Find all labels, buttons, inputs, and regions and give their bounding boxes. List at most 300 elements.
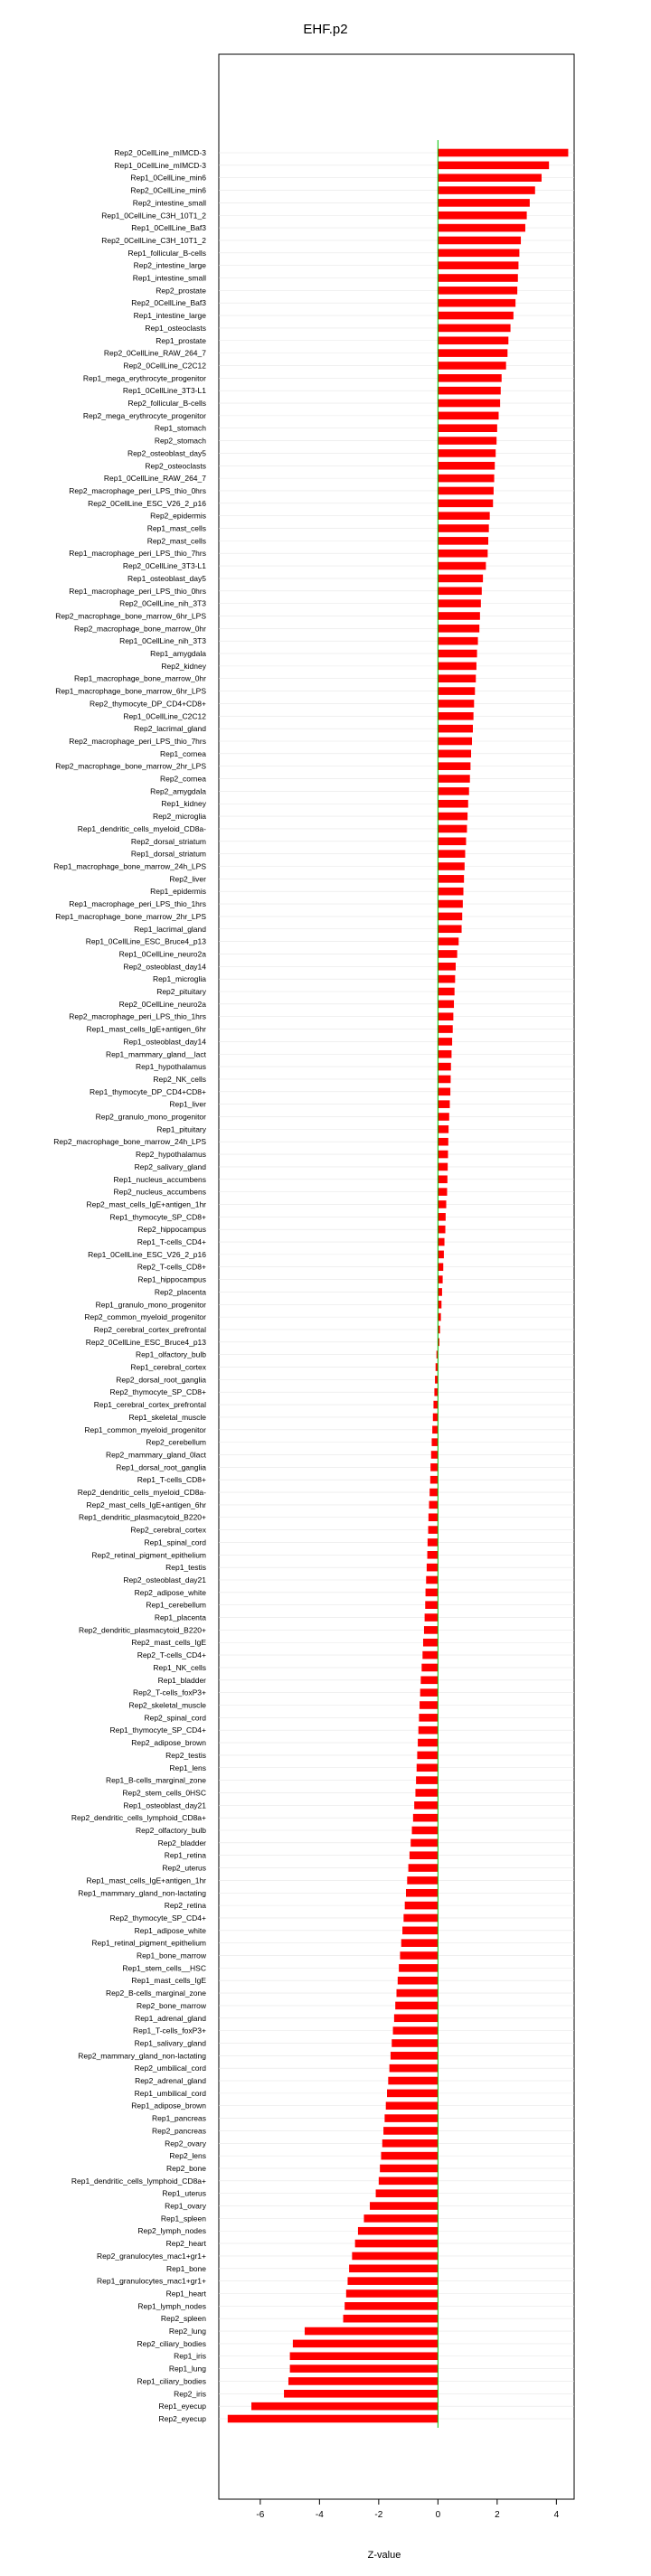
bar (438, 1251, 444, 1259)
bar (290, 2364, 439, 2373)
bar (397, 1989, 439, 1998)
category-label: Rep1_bladder (157, 1675, 206, 1685)
category-label: Rep2_umbilical_cord (134, 2064, 206, 2073)
bar (395, 2002, 438, 2010)
category-label: Rep2_osteoclasts (145, 461, 206, 471)
category-label: Rep2_0CellLine_C3H_10T1_2 (101, 235, 206, 245)
category-label: Rep2_0CellLine_mIMCD-3 (114, 148, 206, 157)
category-label: Rep1_stomach (154, 423, 206, 433)
category-label: Rep2_macrophage_bone_marrow_0hr (73, 624, 206, 634)
category-label: Rep1_epidermis (150, 887, 206, 897)
bar (344, 2302, 438, 2310)
category-label: Rep1_follicular_B-cells (127, 248, 206, 258)
bar (438, 750, 471, 758)
category-label: Rep1_0CellLine_nih_3T3 (119, 636, 206, 646)
x-tick-label: 0 (435, 2510, 441, 2520)
bar (438, 524, 488, 532)
bar (438, 800, 467, 808)
bar (393, 2026, 439, 2035)
category-label: Rep1_heart (165, 2289, 206, 2299)
bar (438, 1213, 446, 1221)
category-label: Rep2_osteoblast_day5 (127, 448, 206, 458)
category-label: Rep1_bone (166, 2263, 206, 2273)
bar (438, 862, 464, 870)
bar (438, 1125, 448, 1133)
category-label: Rep2_0CellLine_ESC_V26_2_p16 (88, 498, 206, 508)
bar (417, 1752, 438, 1760)
bar (305, 2327, 438, 2336)
category-label: Rep1_mammary_gland_non-lactating (78, 1888, 206, 1898)
category-label: Rep2_amygdala (150, 786, 206, 796)
category-label: Rep1_macrophage_bone_marrow_24h_LPS (53, 861, 206, 871)
category-label: Rep2_lymph_nodes (137, 2226, 206, 2236)
category-label: Rep2_skeletal_muscle (128, 1700, 206, 1710)
bar (438, 975, 455, 983)
bar (438, 663, 476, 671)
category-label: Rep2_olfactory_bulb (136, 1826, 206, 1836)
bar (438, 1100, 449, 1108)
bar (438, 900, 463, 908)
bar (438, 700, 474, 708)
category-label: Rep1_spinal_cord (144, 1537, 206, 1547)
bar (433, 1401, 438, 1409)
bar (358, 2227, 438, 2235)
category-label: Rep2_kidney (161, 661, 206, 671)
bar (428, 1551, 439, 1559)
category-label: Rep1_nucleus_accumbens (113, 1174, 206, 1184)
category-label: Rep2_dorsal_striatum (130, 836, 206, 846)
category-label: Rep1_osteoblast_day21 (123, 1800, 206, 1810)
x-tick-label: -4 (315, 2510, 324, 2520)
bar (438, 575, 483, 583)
category-label: Rep1_0CellLine_ESC_Bruce4_p13 (85, 936, 206, 946)
category-label: Rep1_mast_cells_IgE+antigen_6hr (86, 1024, 206, 1034)
category-label: Rep1_cerebral_cortex (130, 1362, 206, 1372)
category-label: Rep2_mast_cells_IgE (131, 1638, 206, 1648)
bar (428, 1538, 438, 1547)
bar (438, 487, 494, 495)
category-label: Rep2_0CellLine_nih_3T3 (119, 598, 206, 608)
category-label: Rep1_0CellLine_Baf3 (131, 223, 206, 233)
category-label: Rep1_macrophage_peri_LPS_thio_0hrs (69, 586, 206, 596)
category-label: Rep1_dendritic_cells_lymphoid_CD8a+ (71, 2176, 206, 2186)
chart-title: EHF.p2 (303, 22, 348, 37)
category-label: Rep1_umbilical_cord (134, 2088, 206, 2098)
bar (438, 738, 472, 746)
category-label: Rep1_macrophage_peri_LPS_thio_7hrs (69, 549, 206, 559)
category-label: Rep1_mast_cells_IgE (131, 1976, 206, 1986)
category-label: Rep2_osteoblast_day14 (123, 962, 206, 972)
category-label: Rep2_cornea (159, 774, 206, 784)
bar (438, 287, 517, 295)
bar (438, 174, 542, 182)
bar (438, 274, 517, 282)
bar (438, 838, 466, 846)
bar (290, 2352, 439, 2360)
bar (420, 1701, 438, 1709)
category-label: Rep1_thymocyte_DP_CD4+CD8+ (90, 1086, 206, 1096)
category-label: Rep1_bone_marrow (136, 1951, 206, 1960)
bar (438, 1238, 444, 1246)
bar (438, 1138, 448, 1146)
category-label: Rep1_0CellLine_C3H_10T1_2 (101, 211, 206, 221)
category-label: Rep1_pituitary (156, 1124, 206, 1134)
bar (438, 950, 457, 958)
category-label: Rep1_testis (165, 1563, 206, 1573)
category-label: Rep1_amygdala (150, 649, 206, 659)
bar (438, 462, 495, 470)
category-label: Rep2_ovary (165, 2139, 206, 2148)
category-label: Rep1_mast_cells (146, 523, 206, 533)
bar (429, 1513, 438, 1521)
bar (407, 1876, 438, 1885)
bar (288, 2377, 438, 2385)
category-label: Rep1_B-cells_marginal_zone (105, 1775, 206, 1785)
bar (438, 374, 501, 382)
bar (398, 1977, 439, 1985)
bar (438, 1038, 452, 1046)
bar (376, 2189, 439, 2197)
category-label: Rep1_0CellLine_ESC_V26_2_p16 (88, 1249, 206, 1259)
bar (388, 2077, 438, 2085)
bar (438, 1113, 448, 1121)
bar (438, 449, 495, 457)
bar (438, 199, 530, 207)
category-label: Rep2_common_myeloid_progenitor (84, 1312, 206, 1322)
category-label: Rep2_testis (165, 1750, 206, 1760)
bar (380, 2165, 438, 2173)
bar (228, 2415, 439, 2423)
category-label: Rep1_mast_cells_IgE+antigen_1hr (86, 1876, 206, 1885)
bar (382, 2139, 439, 2148)
category-label: Rep2_spleen (160, 2314, 206, 2324)
bar (438, 963, 456, 971)
category-label: Rep2_mega_erythrocyte_progenitor (82, 410, 206, 420)
category-label: Rep1_NK_cells (153, 1662, 206, 1672)
bar (427, 1564, 438, 1572)
bar (438, 825, 467, 833)
bar (379, 2177, 439, 2186)
bar (438, 687, 475, 695)
bar (438, 512, 489, 520)
category-label: Rep1_T-cells_CD8+ (137, 1475, 206, 1485)
category-label: Rep2_NK_cells (153, 1074, 206, 1084)
bar (284, 2390, 438, 2398)
category-label: Rep1_cerebellum (146, 1600, 206, 1610)
category-label: Rep2_liver (169, 874, 206, 884)
category-label: Rep1_cerebral_cortex_prefrontal (93, 1400, 206, 1410)
category-label: Rep1_uterus (162, 2188, 206, 2198)
bar (419, 1714, 438, 1722)
category-label: Rep1_dorsal_striatum (130, 849, 206, 859)
category-label: Rep2_placenta (154, 1287, 206, 1297)
bar (402, 1927, 438, 1935)
category-label: Rep1_macrophage_bone_marrow_2hr_LPS (55, 911, 206, 921)
bar (438, 387, 500, 395)
bar (392, 2039, 438, 2047)
category-label: Rep1_T-cells_CD4+ (137, 1237, 206, 1247)
category-label: Rep1_0CellLine_min6 (130, 173, 206, 183)
category-label: Rep1_dendritic_cells_myeloid_CD8a- (77, 823, 206, 833)
category-label: Rep2_mast_cells (146, 536, 206, 546)
category-label: Rep2_dendritic_plasmacytoid_B220+ (78, 1625, 206, 1635)
bar (391, 2052, 438, 2060)
category-label: Rep2_macrophage_peri_LPS_thio_7hrs (69, 736, 206, 746)
category-label: Rep2_T-cells_CD4+ (137, 1650, 206, 1660)
category-label: Rep2_heart (165, 2239, 206, 2249)
category-label: Rep2_eyecup (158, 2414, 206, 2423)
bar (417, 1763, 439, 1772)
bar (414, 1801, 438, 1810)
bar (438, 437, 496, 445)
bar (405, 1902, 439, 1910)
category-label: Rep2_dendritic_cells_myeloid_CD8a- (77, 1488, 206, 1498)
category-label: Rep1_liver (169, 1099, 206, 1109)
x-tick-label: -2 (374, 2510, 383, 2520)
category-label: Rep1_kidney (161, 799, 206, 809)
category-label: Rep2_uterus (162, 1863, 206, 1873)
category-label: Rep2_0CellLine_Baf3 (131, 298, 206, 308)
category-label: Rep1_granulocytes_mac1+gr1+ (97, 2276, 206, 2286)
bar (438, 1076, 450, 1084)
bar (438, 775, 469, 783)
bar (438, 562, 486, 570)
category-label: Rep2_bladder (157, 1838, 206, 1847)
category-label: Rep2_prostate (156, 286, 206, 296)
bar (438, 224, 525, 232)
bar (438, 988, 454, 996)
category-label: Rep2_dorsal_root_ganglia (116, 1375, 206, 1385)
category-label: Rep2_retinal_pigment_epithelium (91, 1550, 206, 1560)
category-label: Rep1_dorsal_root_ganglia (116, 1462, 206, 1472)
category-label: Rep1_osteoblast_day5 (127, 573, 206, 583)
category-label: Rep2_granulocytes_mac1+gr1+ (97, 2251, 206, 2261)
bar (403, 1914, 438, 1923)
bar (438, 787, 468, 795)
category-label: Rep2_mast_cells_IgE+antigen_1hr (86, 1199, 206, 1209)
x-tick-label: 2 (495, 2510, 500, 2520)
bar (387, 2090, 438, 2098)
bar (424, 1626, 438, 1634)
category-label: Rep2_0CellLine_RAW_264_7 (103, 348, 206, 358)
bar (438, 149, 568, 157)
bar (421, 1664, 438, 1672)
category-label: Rep1_salivary_gland (134, 2038, 206, 2048)
bar (430, 1463, 438, 1471)
bar (425, 1613, 439, 1622)
category-label: Rep2_osteoblast_day21 (123, 1575, 206, 1584)
bar (438, 650, 476, 658)
bar (346, 2289, 439, 2298)
category-label: Rep2_macrophage_peri_LPS_thio_0hrs (69, 485, 206, 495)
bar (370, 2202, 438, 2210)
bar (429, 1501, 439, 1509)
category-label: Rep2_nucleus_accumbens (113, 1187, 206, 1197)
bar (426, 1576, 438, 1584)
category-label: Rep2_macrophage_bone_marrow_6hr_LPS (55, 611, 206, 621)
category-label: Rep1_microglia (152, 974, 206, 984)
bar (438, 1175, 447, 1183)
category-label: Rep1_osteoblast_day14 (123, 1037, 206, 1047)
category-label: Rep1_hippocampus (137, 1274, 206, 1284)
bar (438, 587, 481, 595)
category-label: Rep2_stem_cells_0HSC (122, 1788, 206, 1798)
bar (434, 1388, 438, 1396)
bar (415, 1789, 438, 1797)
category-label: Rep2_stomach (154, 436, 206, 446)
bar (438, 550, 487, 558)
category-label: Rep2_hypothalamus (136, 1150, 206, 1160)
category-label: Rep1_granulo_mono_progenitor (95, 1300, 206, 1310)
bar (438, 237, 521, 245)
category-label: Rep1_macrophage_bone_marrow_6hr_LPS (55, 686, 206, 696)
category-label: Rep2_adipose_white (134, 1587, 206, 1597)
bar (438, 1226, 445, 1234)
category-label: Rep1_lymph_nodes (137, 2301, 206, 2311)
bar (433, 1414, 439, 1422)
bar (420, 1677, 438, 1685)
bar (438, 336, 508, 344)
category-label: Rep1_cornea (159, 748, 206, 758)
bar (438, 1263, 443, 1271)
category-label: Rep1_lung (168, 2364, 206, 2374)
bar (400, 1951, 438, 1960)
category-label: Rep1_thymocyte_SP_CD4+ (109, 1725, 206, 1735)
bar (438, 813, 467, 821)
bar (431, 1451, 439, 1459)
category-label: Rep2_B-cells_marginal_zone (105, 1988, 206, 1998)
bar (438, 762, 470, 770)
category-label: Rep2_bone (166, 2163, 206, 2173)
bar (432, 1425, 438, 1434)
category-label: Rep2_lens (169, 2151, 206, 2161)
bar (344, 2315, 439, 2323)
category-label: Rep1_prostate (156, 335, 206, 345)
category-label: Rep1_thymocyte_SP_CD8+ (109, 1212, 206, 1222)
x-tick-label: -6 (256, 2510, 265, 2520)
category-label: Rep1_placenta (154, 1612, 206, 1622)
category-label: Rep2_intestine_small (132, 198, 206, 208)
bar (438, 1088, 450, 1096)
category-label: Rep2_0CellLine_C2C12 (123, 361, 206, 371)
category-label: Rep2_macrophage_bone_marrow_24h_LPS (53, 1137, 206, 1147)
category-label: Rep2_T-cells_CD8+ (137, 1262, 206, 1272)
category-label: Rep1_0CellLine_3T3-L1 (122, 386, 206, 396)
bar (438, 925, 461, 933)
category-label: Rep1_macrophage_bone_marrow_0hr (73, 673, 206, 683)
category-label: Rep2_granulo_mono_progenitor (95, 1112, 206, 1122)
bar (429, 1489, 438, 1497)
category-label: Rep2_iris (174, 2389, 206, 2399)
category-label: Rep2_thymocyte_SP_CD4+ (109, 1913, 206, 1923)
category-label: Rep2_cerebral_cortex_prefrontal (93, 1324, 206, 1334)
bar (438, 500, 493, 508)
category-label: Rep2_lacrimal_gland (134, 724, 206, 734)
category-label: Rep1_ovary (165, 2201, 206, 2211)
category-label: Rep2_thymocyte_DP_CD4+CD8+ (90, 699, 206, 709)
bar (401, 1939, 439, 1947)
category-label: Rep2_retina (164, 1901, 206, 1911)
category-label: Rep2_adrenal_gland (135, 2076, 206, 2086)
bar (438, 324, 510, 333)
bar (438, 625, 479, 633)
bar (438, 1301, 441, 1309)
bar (438, 1025, 452, 1033)
bar (390, 2064, 439, 2073)
bar (431, 1438, 438, 1446)
bar (438, 1012, 453, 1020)
bar (409, 1864, 439, 1872)
category-label: Rep1_macrophage_peri_LPS_thio_1hrs (69, 899, 206, 909)
bar (349, 2264, 438, 2272)
bar (438, 1200, 446, 1208)
category-label: Rep1_osteoclasts (145, 323, 206, 333)
category-label: Rep1_eyecup (158, 2402, 206, 2411)
category-label: Rep2_follicular_B-cells (127, 399, 206, 409)
category-label: Rep1_T-cells_foxP3+ (132, 2026, 206, 2035)
category-label: Rep2_mammary_gland_0lact (105, 1450, 206, 1460)
category-label: Rep2_0CellLine_min6 (130, 185, 206, 195)
bar (438, 362, 505, 370)
bar (438, 888, 463, 896)
bar (438, 1001, 454, 1009)
bar (438, 712, 473, 720)
bar (438, 1063, 450, 1071)
category-label: Rep2_salivary_gland (134, 1161, 206, 1171)
bar (383, 2127, 438, 2135)
category-label: Rep2_macrophage_peri_LPS_thio_1hrs (69, 1011, 206, 1021)
category-label: Rep1_0CellLine_mIMCD-3 (114, 160, 206, 170)
category-label: Rep2_dendritic_cells_lymphoid_CD8a+ (71, 1813, 206, 1823)
bar (426, 1589, 439, 1597)
category-label: Rep1_common_myeloid_progenitor (84, 1424, 206, 1434)
category-label: Rep2_0CellLine_3T3-L1 (122, 561, 206, 571)
bar (430, 1476, 439, 1484)
category-label: Rep1_mega_erythrocyte_progenitor (82, 373, 206, 383)
category-label: Rep1_ciliary_bodies (137, 2376, 206, 2386)
category-label: Rep2_cerebellum (146, 1437, 206, 1447)
category-label: Rep2_bone_marrow (136, 2000, 206, 2010)
bar (438, 637, 477, 645)
category-label: Rep2_thymocyte_SP_CD8+ (109, 1387, 206, 1397)
bar (438, 1163, 448, 1171)
bar (384, 2114, 438, 2122)
bar (438, 725, 473, 733)
bar (438, 424, 496, 432)
category-label: Rep1_spleen (160, 2214, 206, 2223)
bar (416, 1776, 438, 1784)
bar (438, 412, 498, 420)
bar (425, 1601, 438, 1609)
bar (410, 1851, 438, 1859)
bar (438, 312, 514, 320)
category-label: Rep2_pituitary (156, 987, 206, 997)
bar (438, 937, 458, 945)
bar (438, 875, 464, 883)
bar (418, 1739, 438, 1747)
bar (438, 186, 534, 194)
category-label: Rep1_adipose_white (134, 1925, 206, 1935)
category-label: Rep2_lung (168, 2327, 206, 2336)
bar (438, 261, 518, 269)
bar (293, 2340, 438, 2348)
bar (438, 299, 515, 307)
bar (438, 1050, 451, 1058)
bar (413, 1814, 439, 1822)
category-label: Rep1_mammary_gland__lact (105, 1049, 206, 1059)
category-label: Rep2_spinal_cord (144, 1713, 206, 1723)
bar (381, 2152, 438, 2160)
